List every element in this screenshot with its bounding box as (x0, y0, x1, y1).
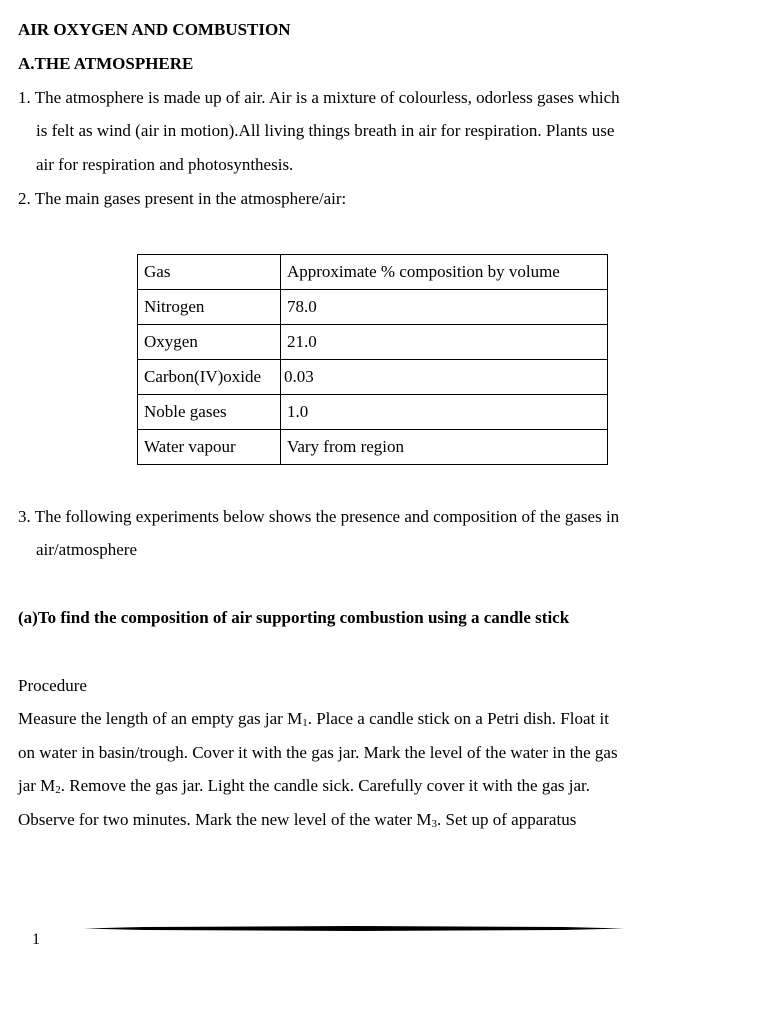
procedure-line-4 (18, 810, 576, 830)
table-cell-value: 1.0 (280, 395, 607, 430)
table-cell-gas: Nitrogen (138, 290, 281, 325)
procedure-text: . Place a candle stick on a Petri dish. Float it (307, 709, 609, 728)
subscript: 2 (55, 784, 61, 796)
point-1-line-3: air for respiration and photosynthesis. (36, 155, 294, 174)
table-cell-value: 78.0 (280, 290, 607, 325)
table-row (138, 290, 608, 325)
procedure-line-3 (18, 776, 590, 796)
section-heading: A.THE ATMOSPHERE (18, 54, 194, 73)
table-header-gas: Gas (138, 255, 281, 290)
table-row (138, 325, 608, 360)
document-title: AIR OXYGEN AND COMBUSTION (18, 20, 291, 39)
gas-composition-table (137, 254, 608, 465)
subscript: 1 (302, 717, 308, 729)
procedure-text: jar M (18, 776, 56, 795)
table-cell-gas: Carbon(IV)oxide (138, 360, 281, 395)
table-cell-value: 21.0 (280, 325, 607, 360)
point-2: 2. The main gases present in the atmosphere/air: (18, 189, 347, 208)
procedure-line-2: on water in basin/trough. Cover it with the gas jar. Mark the level of the water in the gas (18, 743, 618, 762)
procedure-line-1 (18, 709, 609, 729)
point-3-line-2: air/atmosphere (36, 540, 138, 559)
table-header-composition: Approximate % composition by volume (280, 255, 607, 290)
procedure-text: Measure the length of an empty gas jar M (18, 709, 303, 728)
point-1-line-1: 1. The atmosphere is made up of air. Air is a mixture of colourless, odorless gases which (18, 88, 620, 107)
table-row (138, 430, 608, 465)
procedure-text: . Remove the gas jar. Light the candle sick. Carefully cover it with the gas jar. (60, 776, 591, 795)
table-row (138, 395, 608, 430)
experiment-heading: (a)To find the composition of air supporting combustion using a candle stick (18, 608, 570, 627)
table-header-row (138, 255, 608, 290)
table-cell-gas: Water vapour (138, 430, 281, 465)
table-row (138, 360, 608, 395)
page-number: 1 (32, 931, 40, 948)
table-cell-gas: Oxygen (138, 325, 281, 360)
point-3-line-1: 3. The following experiments below shows the presence and composition of the gases in (18, 507, 620, 526)
table-cell-value: Vary from region (280, 430, 607, 465)
subscript: 3 (431, 818, 438, 830)
footer-divider (84, 926, 624, 931)
procedure-text: Observe for two minutes. Mark the new level of the water M (18, 810, 432, 829)
table-cell-value: 0.03 (280, 360, 607, 395)
table-cell-gas: Noble gases (138, 395, 281, 430)
point-1-line-2: is felt as wind (air in motion).All living things breath in air for respiration. Plants use (36, 121, 615, 140)
procedure-heading: Procedure (18, 676, 87, 695)
procedure-text: . Set up of apparatus (437, 810, 577, 829)
